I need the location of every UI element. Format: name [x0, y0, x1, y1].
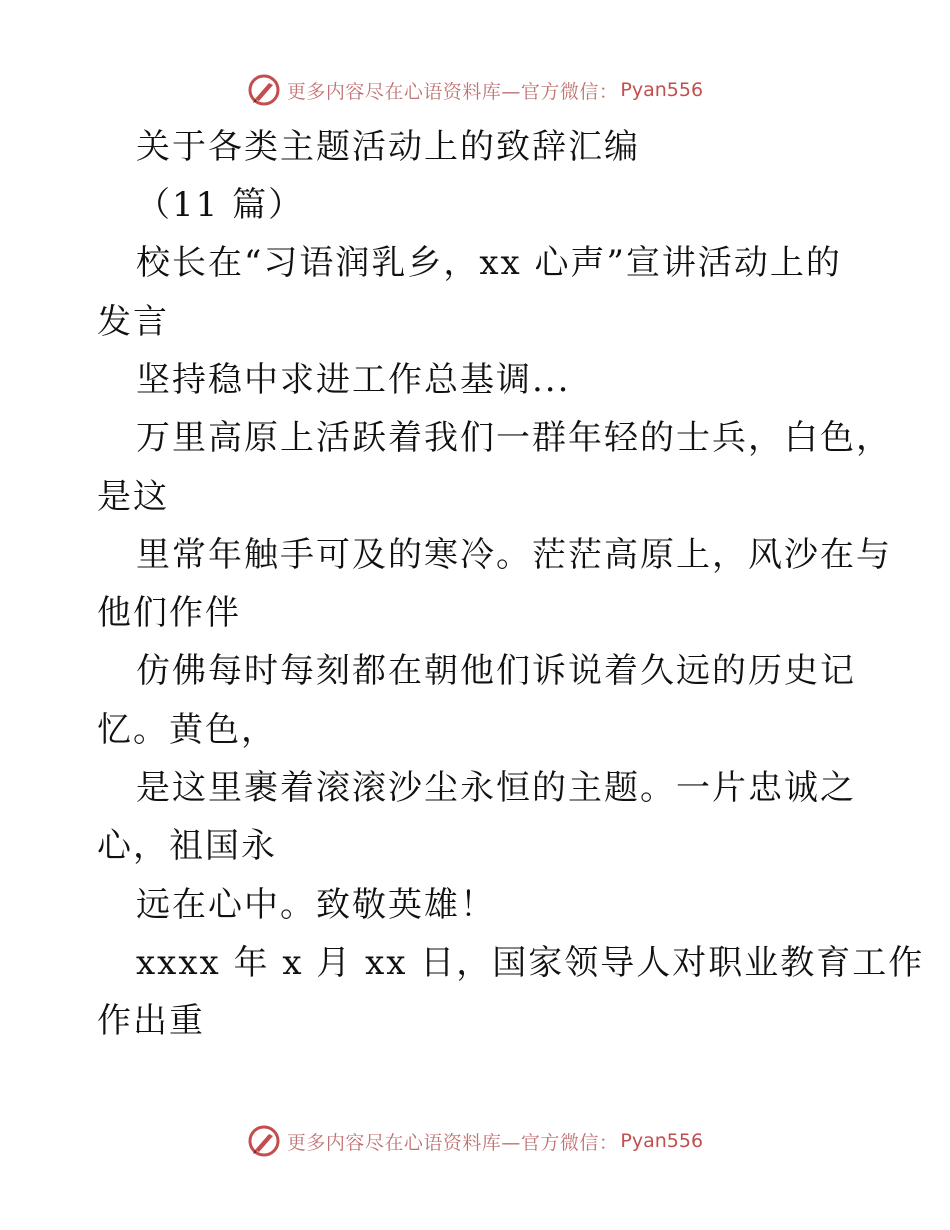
text-line: 远在心中。致敬英雄！ [136, 885, 496, 925]
header-watermark [0, 70, 950, 110]
text-line: 坚持稳中求进工作总基调... [136, 360, 571, 400]
text-line: 校长在“习语润乳乡，xx 心声”宣讲活动上的 [136, 243, 842, 283]
watermark-wechat-id: Pyan556 [620, 1130, 704, 1152]
text-line: 心，祖国永 [97, 826, 277, 866]
text-line: 是这里裹着滚滚沙尘永恒的主题。一片忠诚之 [136, 768, 856, 808]
text-line: 仿佛每时每刻都在朝他们诉说着久远的历史记 [136, 651, 856, 691]
pen-logo-icon [247, 1124, 281, 1158]
watermark-wechat-id: Pyan556 [620, 79, 704, 101]
document-title: 关于各类主题活动上的致辞汇编 [136, 127, 640, 167]
text-line: 忆。黄色， [97, 710, 277, 750]
footer-watermark [0, 1121, 950, 1161]
text-line: 是这 [97, 477, 169, 517]
watermark-text: 更多内容尽在心语资料库—官方微信： [286, 1131, 619, 1154]
text-line: 发言 [97, 302, 169, 342]
text-line: 万里高原上活跃着我们一群年轻的士兵，白色， [136, 418, 892, 458]
text-line: 作出重 [97, 1001, 205, 1041]
text-line: 他们作伴 [97, 593, 241, 633]
document-subtitle: （11 篇） [136, 185, 305, 225]
text-line: xxxx 年 x 月 xx 日，国家领导人对职业教育工作 [136, 943, 925, 983]
text-line: 里常年触手可及的寒冷。茫茫高原上，风沙在与 [136, 535, 892, 575]
pen-logo-icon [247, 73, 281, 107]
watermark-text: 更多内容尽在心语资料库—官方微信： [286, 80, 619, 103]
